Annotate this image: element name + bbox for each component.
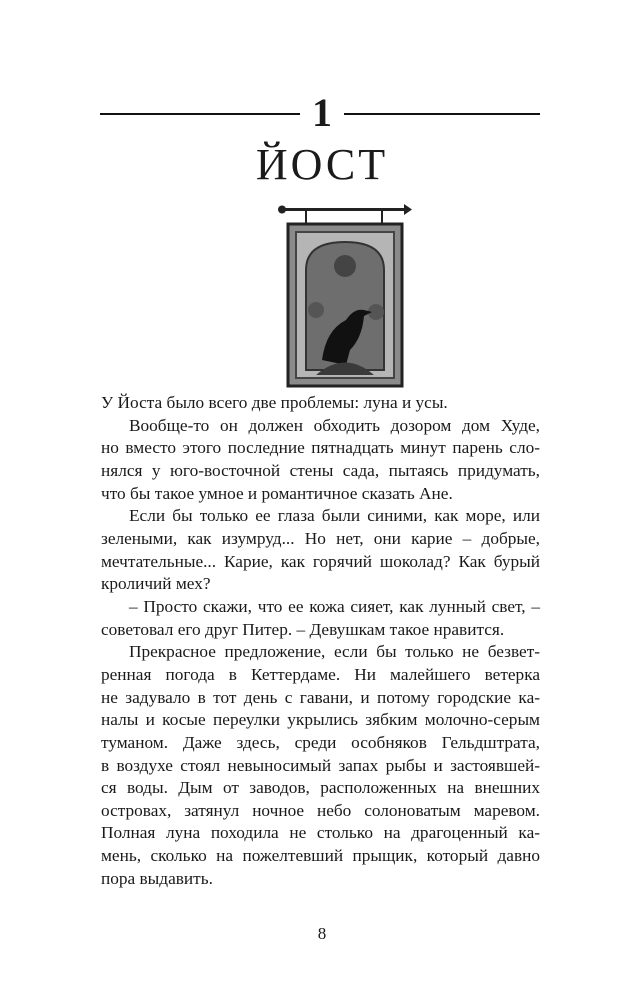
text-line: кроличий мех? (101, 574, 211, 594)
header-rule-right (344, 113, 540, 115)
text-line: не задувало в тот день с гавани, и потому городские ка- (101, 687, 540, 707)
text-line: зелеными, как изумруд... Но нет, они карие – добрые, (101, 528, 540, 548)
text-line: в воздухе стоял невыносимый запах рыбы и застоявшей- (101, 755, 540, 775)
text-line: но вместо этого последние пятнадцать минут парень сло- (101, 438, 540, 458)
text-line: Прекрасное предложение, если бы только не безвет- (129, 642, 540, 662)
text-line: мечтательные... Карие, как горячий шоколад? Как бурый (101, 551, 540, 571)
hanging-sign-crow-icon (276, 200, 414, 390)
text-line: что бы такое умное и романтичное сказать Ане. (101, 483, 453, 503)
text-line: ся воды. Дым от заводов, расположенных на внешних (101, 778, 540, 798)
text-line: туманом. Даже здесь, среди особняков Гельдштрата, (101, 732, 540, 752)
text-line: Полная луна походила не столько на драгоценный ка- (101, 823, 540, 843)
chapter-title: ЙОСТ (255, 140, 389, 189)
text-line: мень, сколько на пожелтевший прыщик, который давно (101, 846, 540, 866)
text-line: ренная погода в Кеттердаме. Ни малейшего ветерка (101, 664, 540, 684)
text-line: советовал его друг Питер. – Девушкам такое нравится. (101, 619, 505, 639)
body-text (101, 392, 540, 890)
chapter-number: 1 (312, 90, 332, 135)
text-line: Если бы только ее глаза были синими, как море, или (129, 506, 540, 526)
text-line: налы и косые переулки укрылись зябким молочно-серым (101, 710, 540, 730)
text-line: пора выдавить. (101, 868, 213, 888)
page-number: 8 (317, 924, 327, 943)
text-line: – Просто скажи, что ее кожа сияет, как лунный свет, – (129, 596, 540, 616)
text-line: Вообще-то он должен обходить дозором дом Худе, (129, 415, 540, 435)
text-line: островах, затянул ночное небо солоноватым маревом. (101, 800, 540, 820)
text-line: нялся у юго-восточной стены сада, пытаясь придумать, (101, 460, 540, 480)
header-rule-left (100, 113, 300, 115)
text-line: У Йоста было всего две проблемы: луна и усы. (101, 393, 448, 412)
